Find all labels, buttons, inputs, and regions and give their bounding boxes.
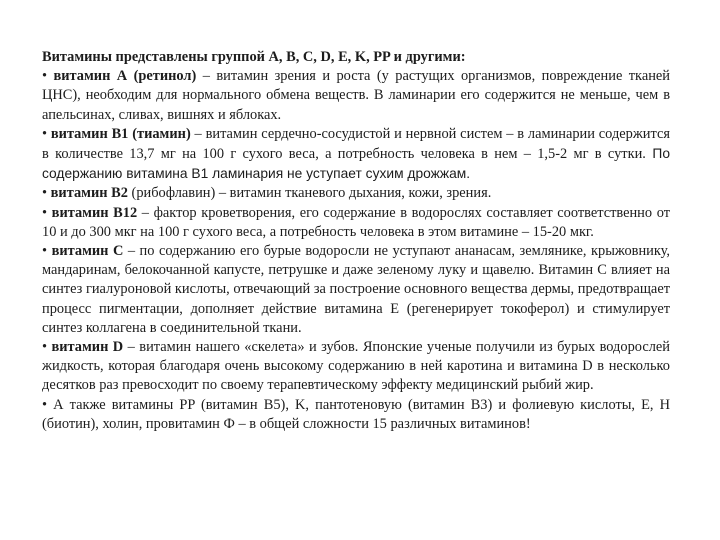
item-text: А также витамины PP (витамин В5), K, пантотеновую (витамин В3) и фолиевую кислоты, E, H (биотин), холин, провитамин Ф – в общей сложности 15 различных витаминов! [42, 396, 670, 432]
item-vitamin-b1 [42, 125, 670, 185]
item-vitamin-b2 [42, 184, 670, 203]
document-body [42, 48, 670, 434]
bullet-marker: • [42, 243, 48, 260]
bullet-marker: • [42, 339, 48, 356]
bullet-marker: • [42, 185, 48, 202]
item-other-vitamins [42, 396, 670, 434]
item-vitamin-a [42, 67, 670, 125]
bullet-marker: • [42, 68, 48, 85]
item-text: – витамин сердечно-сосудистой и нервной систем – в ламинарии содержится в количестве 13,7 мг на 100 г сухого веса, а потребность человека в нем – 1,5-2 мг в сутки. [42, 125, 670, 163]
item-vitamin-d [42, 338, 670, 396]
bullet-marker: • [42, 125, 48, 142]
item-text: – витамин зрения и роста (у растущих организмов, повреждение тканей ЦНС), необходим для нормального обмена веществ. В ламинарии его содержится не меньше, чем в апельсинах, сливах, вишнях и яблоках. [42, 68, 670, 123]
item-vitamin-c [42, 242, 670, 338]
item-note: По содержанию витамина В1 ламинария не уступает сухим дрожжам. [42, 146, 670, 182]
bullet-marker: • [42, 204, 48, 221]
item-term: витамин В1 (тиамин) [50, 125, 191, 142]
item-term: витамин А (ретинол) [53, 68, 197, 85]
item-term: витамин В12 [51, 204, 138, 221]
item-term: витамин В2 [50, 185, 128, 202]
item-vitamin-b12 [42, 204, 670, 242]
item-text: – по содержанию его бурые водоросли не уступают ананасам, землянике, крыжовнику, мандаринам, белокочанной капусте, петрушке и даже зеленому луку и щавелю. Витамин С влияет на синтез гиалуроновой кислоты, отвечающий за построение основного вещества дермы, предотвращает процесс пигментации, дополняет действие витамина Е (регенерирует токоферол) и стимулирует синтез коллагена в соединительной ткани. [42, 243, 670, 336]
item-text: – фактор кроветворения, его содержание в водорослях составляет соответственно от 10 и до 300 мкг на 100 г сухого веса, а потребность человека в этом витамине – 15-20 мкг. [42, 204, 670, 240]
item-text: (рибофлавин) – витамин тканевого дыхания, кожи, зрения. [127, 185, 492, 202]
bullet-marker: • [42, 396, 48, 413]
item-term: витамин С [51, 243, 124, 260]
item-text: – витамин нашего «скелета» и зубов. Японские ученые получили из бурых водорослей жидкость, которая благодаря очень высокому содержанию в ней каротина и витамина D в несколько десятков раз превосходит по своему терапевтическому эффекту медицинский рыбий жир. [42, 339, 670, 394]
heading: Витамины представлены группой A, B, C, D, E, K, PP и другими: [42, 49, 466, 65]
item-term: витамин D [51, 339, 124, 356]
